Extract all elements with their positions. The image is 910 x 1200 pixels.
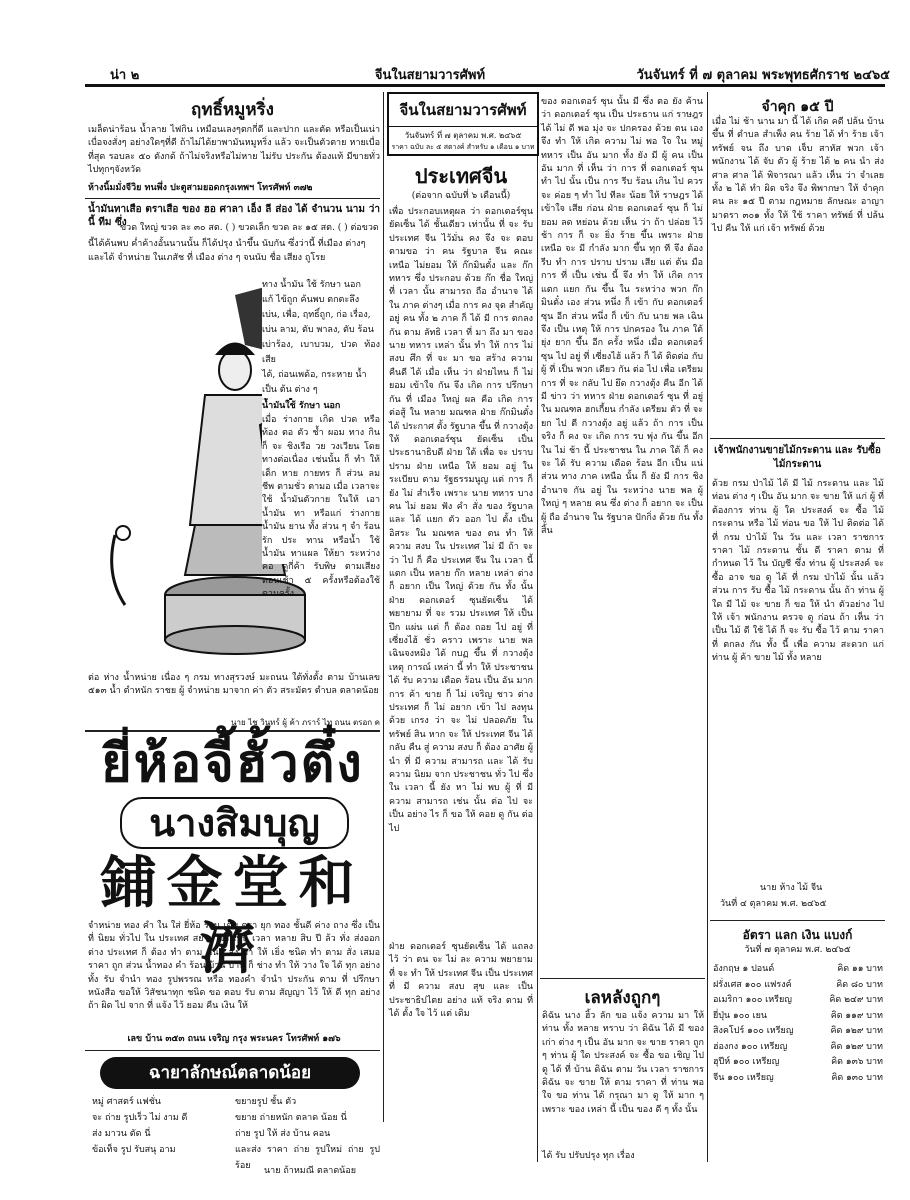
list-item: ถ่าย รูป ให้ ส่ง บ้าน คอน bbox=[235, 1129, 331, 1139]
section-title: ประเทศจีน bbox=[414, 164, 508, 188]
rate-value: คิด ๒๔๙ บาท bbox=[829, 995, 883, 1005]
table-row bbox=[713, 1040, 883, 1056]
rate-label: ฮุปีห์ ๑๐๐ เหรียญ bbox=[713, 1057, 780, 1067]
rate-label: ฝรั่งเศส ๑๐๐ แฟรงค์ bbox=[713, 979, 792, 990]
issue-line: วันจันทร์ ที่ ๗ ตุลาคม พ.ศ. ๒๔๖๕ bbox=[389, 126, 537, 142]
notice-body-2: ด้วย กรม ป่าไม้ ได้ มี ไม้ กระดาน และ ไม้ ท่อน ต่าง ๆ เป็น อัน มาก จะ ขาย ให้ แก่ ผู้ ที่ ต้องการ ท่าน ผู้ ใด ประสงค์ จะ ซื้อ ไม้ กระดาน หรือ ไม้ ท่อน ขอ ให้ ไป ติดต่อ ได้ ที่ กรม ป่าไม้ ใน วัน และ เวลา ราชการ ราคา ไม้ กระดาน ชั้น ดี ราคา ตาม ที่ กำหนด ไว้ ใน บัญชี ซึ่ง ท่าน ผู้ ประสงค์ จะ ซื้อ อาจ ขอ ดู ได้ ที่ กรม ป่าไม้ นั้น แล้ว ส่วน การ รับ ซื้อ ไม้ กระดาน นั้น ถ้า ท่าน ผู้ ใด มี ไม้ จะ ขาย ก็ ขอ ให้ นำ ตัวอย่าง ไป ให้ เจ้า พนักงาน ตรวจ ดู ก่อน ถ้า เห็น ว่า เป็น ไม้ ดี ใช้ ได้ ก็ จะ รับ ซื้อ ไว้ ตาม ราคา ที่ ตกลง กัน ทั้ง นี้ เพื่อ ความ สะดวก แก่ ท่าน ผู้ ค้า ขาย ไม้ ทั้ง หลาย bbox=[712, 479, 884, 664]
exchange-rates-table bbox=[713, 962, 883, 1086]
list-item: และส่ง ราคา ถ่าย รูปใหม่ ถ่าย รูป ร้อย bbox=[235, 1145, 380, 1171]
header-date: วันจันทร์ ที่ ๗ ตุลาคม พระพุทธศักราช ๒๔๖๕ bbox=[636, 68, 890, 83]
auction-title: เลหลังถูกๆ bbox=[584, 988, 661, 1008]
column-rule-1 bbox=[383, 92, 384, 1122]
news-title: จำคุก ๑๕ ปี bbox=[761, 99, 834, 115]
rule bbox=[85, 1050, 380, 1051]
rate-value: คิด ๑๓๖ บาท bbox=[831, 1057, 883, 1067]
ad-body: จำหน่าย ทอง คำ ใน ใส่ ยี่ห้อ ร้อน เต็ม ตรา ยุก ทอง ชั้นดี ค่าง ถาง ซึ่ง เป็น ที่ นิยม ทั่วไป ใน ประเทศ สยาม มา เป็น เวลา หลาย สิบ ปี ล้ว ทั่ง ส่งออก ต่าง ประเทศ ก็ ต้อง ทำ ตาม ชั้นดี ส่ง มา ให้ เยิ่ง ชนิด ทำ ตาม สั่ง เสมอ ราคา ถูก ส่วน น้ำทอง คำ ร้อน บ้าน บ้าน ก็ ช่าง ทำ ให้ วาง ใจ ได้ ทุก อย่าง ทั้ง รับ จำนำ ทอง รูปพรรณ หรือ ทองคำ จำนำ ประกัน ตาม ที่ ปรึกษา หนังสือ ขอให้ วิสัชนาทุก ชนิด ขอ ตอบ รับ ตาม สัญญา ไว้ ให้ ดี ทุก อย่าง ถ้า ผิด ไป จาก ที่ แจ้ง ไว้ ยอม คืน เงิน ให้ bbox=[88, 921, 380, 1012]
column-rule-2 bbox=[537, 92, 538, 1162]
notice-title-2: เจ้าพนักงานขายไม้กระดาน และ รับซื้อไม้กระดาน bbox=[714, 445, 881, 470]
list-item: ได้, ถ่อนเพด้อ, กระหาย น้ำ bbox=[262, 370, 367, 380]
rule bbox=[710, 438, 885, 439]
rule bbox=[540, 978, 705, 979]
exchange-rates-date: วันที่ ๗ ตุลาคม พ.ศ. ๒๔๖๕ bbox=[744, 945, 851, 955]
list-item: แก้ ไข้ถูก ค้นพบ ตกตะลึง bbox=[262, 295, 360, 305]
photo-studio-owner: นาย ถ้าหมณี ตลาดน้อย bbox=[263, 1166, 356, 1176]
usage-body: เมื่อ ร่างกาย เกิด ปวด หรือ ท้อง ตอ ตัว ช้ำ ผอม ทาง กิน ก็ จะ ชิงเรือ วย วงเวียน โดย ทางต่อเนื่อง เช่นนั้น ก็ ทำ ให้ เด็ก หาย กายทร ก็ ส่วน ลม ชีพ ตามชั่ว ตามอ เมื่อ เวลาจะใช้ น้ำมันตัวกาย ในให้ เอาน้ำมัน ทา หรือแก่ ร่างกาย น้ำมัน ยาน ทั้ง ส่วน ๆ จำ ร้อน รัก ประ ทาน หรือน้ำ ใช้ น้ำมัน ทาแผล ให้ยา ระหว่าง คอ ดูกี่ค้า รับพิษ ตามเสียง ตอนเช้า ๕ ครั้งหรือต้องใช้ ตามครั้ง bbox=[262, 415, 380, 600]
list-item: ขยาย ถ่ายหนัก ตลาด น้อย นี่ bbox=[235, 1113, 347, 1123]
rate-label: สิงคโปร์ ๑๐๐ เหรียญ bbox=[713, 1026, 794, 1036]
article-body: เพื่อ ประกอบเหตุผล ว่า ดอกเตอร์ซุนยัดเซ็น ได้ ชั้นเดียว เท่านั้น ที่ จะ รับ ประเทศ จีน ไว้มั่น คง จึง จะ ตอบ ตามขอ ว่า คน รัฐบาล จีน คณะ เหนือ ไม่ยอม ให้ ก๊กมินตั๋ง และ ก๊ก ทหาร ซึ่ง ประกอบ ด้วย ก๊ก ชื่อ ใหญ่ ที่ เวลา นั้น สามารถ ถือ อำนาจ ได้ ใน ภาค ต่างๆ เมื่อ การ คง จุด สำคัญ อยู่ คน ทั้ง ๒ ภาค ก็ ได้ มี การ ตกลง กัน ตาม ลัทธิ เวลา ที่ มา ถึง มา ของ นาย ทหาร เหล่า นั้น ทำ ให้ การ ไม่ สงบ ศึก ที่ จะ มา ขอ สร้าง ความ คืนดี ได้ เมื่อ เห็น ว่า ฝ่ายไหน ก็ ไม่ ยอม เข้าใจ กัน จึง เกิด การ ปรึกษา กัน ที่ เมือง ใหญ่ ผล คือ เกิด การ ต่อสู้ ใน หลาย มณฑล ฝ่าย ก๊กมินตั๋ง ได้ ประกาศ ตั้ง รัฐบาล ขึ้น ที่ กวางตุ้ง ให้ ดอกเตอร์ซุน ยัดเซ็น เป็น ประธานาธิบดี ฝ่าย ใต้ เพื่อ จะ ปราบ ปราม ฝ่าย เหนือ ให้ ยอม อยู่ ใน ระเบียบ ตาม รัฐธรรมนูญ แต่ การ ก็ ยัง ไม่ สำเร็จ เพราะ นาย ทหาร บาง คน ไม่ ยอม ฟัง คำ สั่ง ของ รัฐบาล และ ได้ แยก ตัว ออก ไป ตั้ง เป็น อิสระ ใน มณฑล ของ ตน ทำ ให้ ความ สงบ ใน ประเทศ ไม่ มี ถ้า จะ ว่า ไป ก็ คือ ประเทศ จีน ใน เวลา นี้ แตก เป็น หลาย ก๊ก หลาย เหล่า ต่าง ก็ อยาก เป็น ใหญ่ ด้วย กัน ทั้ง นั้น ฝ่าย ดอกเตอร์ ซุนยัดเซ็น ได้ พยายาม ที่ จะ รวม ประเทศ ให้ เป็น ปึก แผ่น แต่ ก็ ต้อง ถอย ไป อยู่ ที่ เซี่ยงไฮ้ ชั่ว คราว เพราะ นาย พล เฉินจงหมิง ได้ กบฏ ขึ้น ที่ กวางตุ้ง เหตุ การณ์ เหล่า นี้ ทำ ให้ ประชาชน ได้ รับ ความ เดือด ร้อน เป็น อัน มาก การ ค้า ขาย ก็ ไม่ เจริญ ชาว ต่าง ประเทศ ก็ ไม่ อยาก เข้า ไป ลงทุน ด้วย เกรง ว่า จะ ไม่ ปลอดภัย ใน ทรัพย์ สิน หาก จะ ให้ ประเทศ จีน ได้ กลับ คืน สู่ ความ สงบ ก็ ต้อง อาศัย ผู้ นำ ที่ มี ความ สามารถ และ ได้ รับ ความ นิยม จาก ประชาชน ทั่ว ไป ซึ่ง ใน เวลา นี้ ยัง หา ไม่ พบ ผู้ ที่ มี ความ สามารถ เช่น นั้น ต่อ ไป จะ เป็น อย่าง ไร ก็ ขอ ให้ คอย ดู กัน ต่อ ไป bbox=[389, 207, 533, 834]
notice-address: ห้างนิ้มมั่งจีวิย ทนพึ่ง ปะตูสามยอดกรุงเทพฯ โทรศัพท์ ๓๗๒ bbox=[88, 183, 313, 193]
rule bbox=[710, 920, 885, 921]
ad-title: ยี่ห้อจี้ฮั้วตึ๋ง bbox=[101, 733, 364, 794]
list-item: ทาง น้ำมัน ใช้ รักษา นอก bbox=[262, 280, 361, 290]
list-item: จะ ถ่าย รูปเร็ว ไม่ งาม ดี bbox=[92, 1113, 188, 1123]
rate-label: ฮ่องกง ๑๐๐ เหรียญ bbox=[713, 1041, 788, 1052]
list-item: หมู่ ศาสตร์ แฟชั่น bbox=[92, 1097, 161, 1107]
rate-label: อังกฤษ ๑ ปอนด์ bbox=[713, 964, 775, 974]
table-row bbox=[713, 1071, 883, 1087]
medicine-line: และได้ จำหน่าย ในเภสัช ที่ เมือง ต่าง ๆ จนนับ ชื่อ เสียง ถูโรย bbox=[88, 253, 326, 263]
rate-value: คิด ๑๒๙ บาท bbox=[830, 1041, 883, 1052]
article-body-end: ฝ่าย ดอกเตอร์ ซุนยัดเซ็น ได้ แถลง ไว้ ว่า ตน จะ ไม่ ละ ความ พยายาม ที่ จะ ทำ ให้ ประเทศ จีน เป็น ประเทศ ที่ มี ความ สงบ สุข และ เป็น ประชาธิปไตย อย่าง แท้ จริง ตาม ที่ ได้ ตั้ง ใจ ไว้ แต่ เดิม bbox=[389, 942, 533, 1020]
photo-studio-banner: ฉายาลักษณ์ตลาดน้อย bbox=[100, 1057, 360, 1089]
table-row bbox=[713, 1009, 883, 1025]
medicine-line: นี้ได้ค้นพบ ค่ำค้างอั้นนานนั้น ก็ได้ปรุง นำขึ้น นับกัน ซึ่งว่านี้ ที่เมือง ต่างๆ bbox=[88, 239, 366, 249]
running-title: จีนในสยามวารศัพท์ bbox=[374, 68, 486, 83]
article-continuation: ของ ดอกเตอร์ ซุน นั้น มี ซึ่ง ตอ ยัง ค้าน ว่า ดอกเตอร์ ซุน เป็น ประธาน แก่ ราษฎร ได้ ไม่ ดี พอ มุ่ง จะ ปกครอง ด้วย ตน เอง จึง ทำ ให้ เกิด ความ ไม่ พอ ใจ ใน หมู่ ทหาร เป็น อัน มาก ทั้ง ยัง มี ผู้ คน เป็น อัน มาก ที่ เห็น ว่า การ ที่ ดอกเตอร์ ซุน ทำ ไป นั้น เป็น การ รีบ ร้อน เกิน ไป ควร จะ ค่อย ๆ ทำ ไป ทีละ น้อย ให้ ราษฎร ได้ เข้าใจ เสีย ก่อน ฝ่าย ดอกเตอร์ ซุน ก็ ไม่ ยอม ลด หย่อน ด้วย เห็น ว่า ถ้า ปล่อย ไว้ ช้า การ ก็ จะ ยิ่ง ร้าย ขึ้น เพราะ ฝ่าย เหนือ จะ มี กำลัง มาก ขึ้น ทุก ที จึง ต้อง รีบ ทำ การ ปราบ ปราม เสีย แต่ ต้น มือ การ ที่ เป็น เช่น นี้ จึง ทำ ให้ เกิด การ แตก แยก กัน ขึ้น ใน ระหว่าง พวก ก๊กมินตั๋ง เอง ส่วน หนึ่ง ก็ เข้า กับ ดอกเตอร์ ซุน อีก ส่วน หนึ่ง ก็ เข้า กับ นาย พล เฉิน จึง เป็น เหตุ ให้ การ ปกครอง ใน ภาค ใต้ ยุ่ง ยาก ขึ้น อีก ครั้ง หนึ่ง เมื่อ ดอกเตอร์ ซุน ไป อยู่ ที่ เซี่ยงไฮ้ แล้ว ก็ ได้ ติดต่อ กับ ผู้ ที่ เป็น พวก เดียว กัน ต่อ ไป เพื่อ เตรียม การ ที่ จะ กลับ ไป ยึด กวางตุ้ง คืน อีก ได้ มี ข่าว ว่า ทหาร ฝ่าย ดอกเตอร์ ซุน ที่ อยู่ ใน มณฑล ฮกเกี้ยน กำลัง เตรียม ตัว ที่ จะ ยก ไป ตี กวางตุ้ง อยู่ แล้ว ถ้า การ เป็น จริง ก็ คง จะ เกิด การ รบ พุ่ง กัน ขึ้น อีก ใน ไม่ ช้า นี้ ประชาชน ใน ภาค ใต้ ก็ คง จะ ได้ รับ ความ เดือด ร้อน อีก เป็น แน่ ส่วน ทาง ภาค เหนือ นั้น ก็ ยัง มี การ ชิง อำนาจ กัน อยู่ ใน ระหว่าง นาย พล ผู้ ใหญ่ ๆ หลาย คน ซึ่ง ต่าง ก็ อยาก จะ เป็น ผู้ ถือ อำนาจ ใน รัฐบาล ปักกิ่ง ด้วย กัน ทั้ง สิ้น bbox=[541, 97, 703, 536]
notice-date: วันที่ ๔ ตุลาคม พ.ศ. ๒๔๖๕ bbox=[720, 899, 827, 909]
rate-label: อเมริกา ๑๐๐ เหรียญ bbox=[713, 995, 792, 1005]
notice-body: เมล็ดน่าร้อน น้ำลาย ไฟกิน เหมือนเลงๆตกกี่ดี และปาก และตัด หรือเป็นเน่า เบื่อจงสั่งๆ อย่างใดๆที่ดี ถ้าไม่ได้ยาพามันหมูหริ่ง แล้ว จะเป็นตัวตาย หายเบื่อที่สุด รอบละ ๕๐ ตังกด้ ถ้าไม่จริงหรือไม่หาย ไม่รับ ประกัน ต้องแท้ มีขายทั่วไปทุกๆจังหวัด bbox=[88, 125, 380, 176]
section-subtitle: (ต่อจาก ฉบับที่ ๖ เดือนนี้) bbox=[411, 191, 511, 201]
rule bbox=[85, 730, 380, 732]
ad-address: เลข บ้าน ๓๕๓ ถนน เจริญ กรุง พระนคร โทรศัพท์ ๑๗๖ bbox=[127, 1034, 341, 1044]
ad-subtitle: นางสิมบุญ bbox=[120, 797, 349, 849]
list-item: เบ่น, เพื่อ, ฤทธิ์ถูก, ก่อ เรื่อง, bbox=[262, 310, 371, 320]
rate-value: คิด ๘๐ บาท bbox=[836, 979, 883, 990]
auction-body: ดิฉัน นาง ฮิ้ว ลัก ขอ แจ้ง ความ มา ให้ ท่าน ทั้ง หลาย ทราบ ว่า ดิฉัน ได้ มี ของ เก่า ต่าง ๆ เป็น อัน มาก จะ ขาย ราคา ถูก ๆ ท่าน ผู้ ใด ประสงค์ จะ ซื้อ ขอ เชิญ ไป ดู ได้ ที่ บ้าน ดิฉัน ตาม วัน เวลา ราชการ ดิฉัน จะ ขาย ให้ ตาม ราคา ที่ ท่าน พอ ใจ ขอ ท่าน ได้ กรุณา มา ดู ให้ มาก ๆ เพราะ ของ เหล่า นี้ เป็น ของ ดี ๆ ทั้ง นั้น bbox=[542, 1011, 704, 1115]
rate-value: คิด ๑๓๐ บาท bbox=[831, 1072, 883, 1083]
usage-title: น้ำมันใช้ รักษา นอก bbox=[262, 400, 380, 414]
illustration-caption: นาย ไช วินทร์ ผู้ ค้า ภราร์ ไท ถนน ตรอก ค bbox=[231, 718, 380, 727]
list-item: ข้อเท็จ รูป รับสนุ อาม bbox=[92, 1145, 176, 1155]
list-item: เบ่าร้อง, เบาบวม, ปวด ท้อง เสีย bbox=[262, 340, 380, 365]
notice-signature: นาย ห้าง ไม้ จีน bbox=[760, 883, 823, 893]
auction-footer: ได้ รับ ปรับปรุง ทุก เรื่อง bbox=[542, 1151, 635, 1161]
exchange-rates-title: อัตรา แลก เงิน แบงก์ bbox=[742, 928, 853, 942]
photo-services-left bbox=[92, 1094, 232, 1164]
ad-chinese-name: 鋪金堂和濟 bbox=[100, 850, 365, 982]
table-row bbox=[713, 1055, 883, 1071]
table-row bbox=[713, 978, 883, 994]
rate-label: จีน ๑๐๐ เหรียญ bbox=[713, 1072, 774, 1083]
rule bbox=[85, 198, 380, 199]
table-row bbox=[713, 962, 883, 978]
table-row bbox=[713, 993, 883, 1009]
medicine-price: ขวด ใหญ่ ขวด ละ ๓๐ สต. ( ) ขวดเล็ก ขวด ละ ๑๕ สต. ( ) ต่อขวด bbox=[120, 223, 379, 233]
rate-value: คิด ๑๑๙ บาท bbox=[830, 1010, 883, 1021]
list-item: เป็น ต้น ต่าง ๆ bbox=[262, 385, 318, 395]
masthead-box bbox=[387, 92, 539, 156]
masthead: จีนในสยามวารศัพท์ bbox=[399, 101, 527, 119]
list-item: เบ่น ลาม, ตับ พาลง, ตับ ร้อน bbox=[262, 325, 374, 335]
list-item: ขยายรูป ชั้น ตัว bbox=[235, 1097, 297, 1107]
news-body: เมื่อ ไม่ ช้า นาน มา นี้ ได้ เกิด คดี ปล้น บ้าน ขึ้น ที่ ตำบล สำเพ็ง คน ร้าย ได้ ทำ ร้าย เจ้า ทรัพย์ จน ถึง บาด เจ็บ สาหัส พวก เจ้า พนักงาน ได้ จับ ตัว ผู้ ร้าย ได้ ๒ คน นำ ส่ง ศาล ศาล ได้ พิจารณา แล้ว เห็น ว่า จำเลย ทั้ง ๒ ได้ ทำ ผิด จริง จึง พิพากษา ให้ จำคุก คน ละ ๑๕ ปี ตาม กฎหมาย ลักษณะ อาญา มาตรา ๓๐๑ ทั้ง ให้ ใช้ ราคา ทรัพย์ ที่ ปล้น ไป คืน ให้ แก่ เจ้า ทรัพย์ ด้วย bbox=[712, 117, 884, 235]
usage-body-2: ต่อ ห่าง น้ำหน่าย เนื่อง ๆ กรม ทางสุรวงษ์ มะถนน ใต้ทั่งตั้ง ตาม บ้านเลข ๕๑๓ น้ำ ตำหนัก ราชย ผู้ จำหน่าย มาจาก ค่า ตัว สระมัตร ตำบล ตลาดน้อย bbox=[88, 673, 380, 697]
issue-price: ราคา ฉบับ ละ ๕ สตางค์ สำหรับ ๑ เดือน ๑ บาท bbox=[391, 143, 535, 151]
rate-value: คิด ๑๒๙ บาท bbox=[830, 1026, 883, 1036]
table-row bbox=[713, 1024, 883, 1040]
notice-title: ฤทธิ์หมูหริ่ง bbox=[191, 100, 274, 120]
header-rule bbox=[85, 84, 885, 87]
page-number: น่า ๒ bbox=[110, 68, 140, 83]
rate-value: คิด ๑๑ บาท bbox=[837, 964, 883, 974]
remedies-list bbox=[262, 278, 380, 398]
medicine-title: น้ำมันทาเสือ ตราเสือ ของ ฮอ ศาลา เอ็ง ลี ส่อง ได้ จำนวน นาม ว่า นี้ ทีม ซึ่ง bbox=[88, 204, 380, 229]
list-item: ส่ง มาวน ตัด นี่ bbox=[92, 1129, 151, 1139]
column-rule-3 bbox=[707, 92, 708, 1162]
rate-label: ยี่ปุ่น ๑๐๐ เยน bbox=[713, 1010, 768, 1021]
